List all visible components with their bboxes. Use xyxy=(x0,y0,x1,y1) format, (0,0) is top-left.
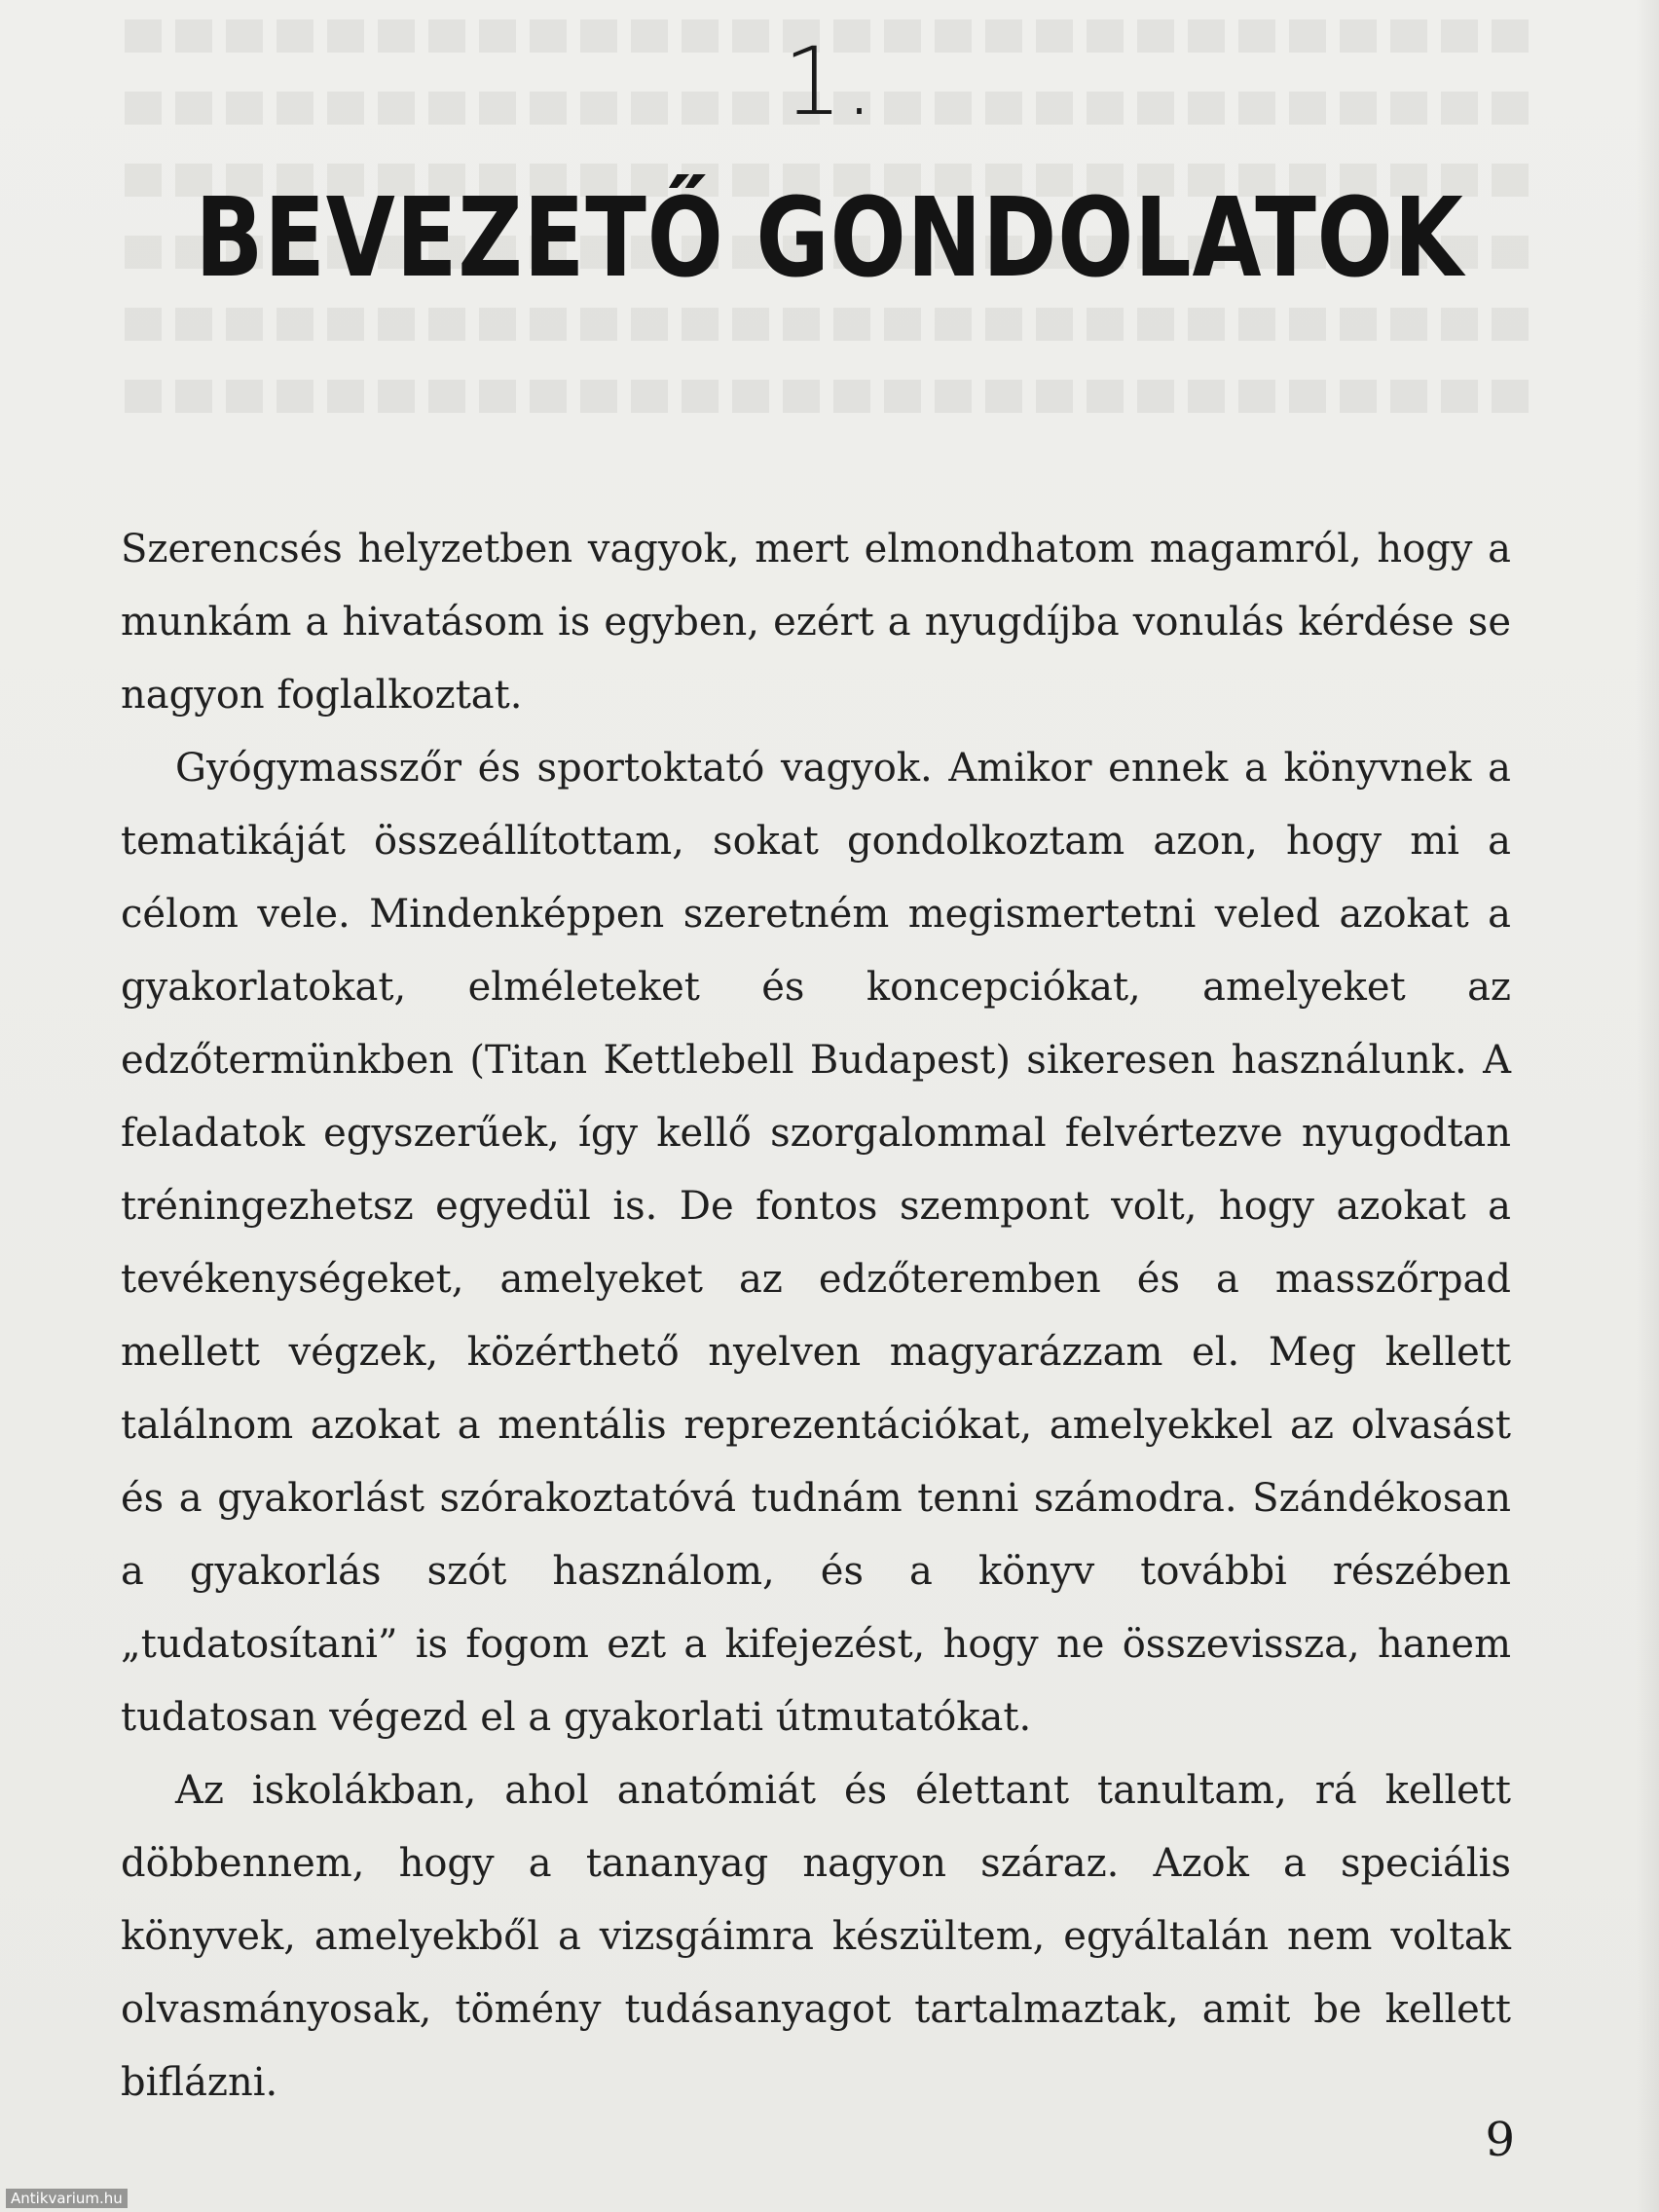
body-text xyxy=(121,513,1511,2120)
paragraph-3: Az iskolákban, ahol anatómiát és élettant tanultam, rá kellett döbbennem, hogy a tananyag nagyon száraz. Azok a speciális könyvek, amelyekből a vizsgáimra készültem, egyáltalán nem voltak olvasmányosak, tömény tudásanyagot tartalmaztak, amit be kellett biflázni. xyxy=(121,1768,1511,2105)
paragraph-1: Szerencsés helyzetben vagyok, mert elmondhatom magamról, hogy a munkám a hivatásom is egyben, ezért a nyugdíjba vonulás kérdése se nagyon foglalkoztat. xyxy=(121,527,1511,718)
watermark: Antikvarium.hu xyxy=(6,2189,128,2208)
chapter-title: BEVEZETŐ GONDOLATOK xyxy=(195,175,1464,302)
paragraph-2: Gyógymasszőr és sportoktató vagyok. Amikor ennek a könyvnek a tematikáját összeállítottam, sokat gondolkoztam azon, hogy mi a célom vele. Mindenképpen szeretném megismertetni veled azokat a gyakorlatokat, elméleteket és koncepciókat, amelyeket az edzőtermünkben (Titan Kettlebell Budapest) sikeresen használunk. A feladatok egyszerűek, így kellő szorgalommal felvértezve nyugodtan tréningezhetsz egyedül is. De fontos szempont volt, hogy azokat a tevékenységeket, amelyeket az edzőteremben és a masszőrpad mellett végzek, közérthető nyelven magyarázzam el. Meg kellett találnom azokat a mentális reprezentációkat, amelyekkel az olvasást és a gyakorlást szórakoztatóvá tudnám tenni számodra. Szándékosan a gyakorlás szót használom, és a könyv további részében „tudatosítani” is fogom ezt a kifejezést, hogy ne összevissza, hanem tudatosan végezd el a gyakorlati útmutatókat. xyxy=(121,746,1511,1740)
page-number: 9 xyxy=(1485,2113,1515,2167)
chapter-number: 1. xyxy=(783,27,876,136)
